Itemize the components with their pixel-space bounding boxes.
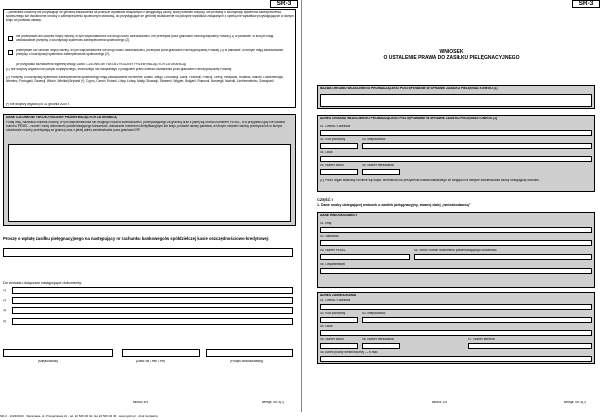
footnote-3: (*) nie dotyczy wyjazdu po 31 grudnia 2020 r. — [6, 103, 70, 106]
left-page — [0, 0, 298, 412]
org-flat-input[interactable] — [362, 169, 400, 175]
attachment-3-label: 3) — [3, 309, 6, 312]
part-1-subtitle: 1. Dane osoby ubiegającej wniosek o zasiłek pielęgnacyjny, zwanej dalej „wnioskodawcą” — [317, 203, 471, 207]
right-page-number: strona: 1/4 — [432, 401, 448, 404]
signature-sign-input[interactable] — [206, 349, 293, 357]
org-street-label: 04. Ulica — [320, 151, 333, 154]
org-house-input[interactable] — [320, 169, 358, 175]
attachment-4-label: 4) — [3, 320, 6, 323]
residence-label: ADRES ZAMIESZKANIA — [320, 294, 357, 297]
res-city-input[interactable] — [362, 317, 592, 323]
checkbox-abroad[interactable] — [8, 50, 13, 55]
checkbox-not-abroad[interactable] — [8, 36, 13, 41]
form-tag: SR-3 — [572, 0, 600, 8]
org-name-label: NAZWA ORGANU WŁAŚCIWEGO PROWADZĄCEGO POSTĘPOWANIE W SPRAWIE ZASIŁKU PIELĘGNACYJNEGO (1) — [320, 87, 498, 90]
res-phone-input[interactable] — [468, 343, 592, 349]
right-page-version: wersja: SR-3(7) — [564, 401, 587, 404]
form-title: WNIOSEK — [439, 49, 464, 55]
res-flat-input[interactable] — [362, 343, 400, 349]
attachment-1-label: 1) — [3, 289, 6, 292]
abroad-family-input[interactable] — [8, 144, 291, 222]
res-commune-input[interactable] — [320, 304, 592, 310]
org-name-section — [317, 85, 595, 109]
res-phone-label: 07. Numer telefonu — [468, 338, 496, 341]
applicant-section — [317, 212, 595, 288]
bank-account-input[interactable] — [3, 248, 293, 257]
id-document-input[interactable] — [414, 254, 592, 260]
form-subtitle: O USTALENIE PRAWA DO ZASIŁKU PIELĘGNACYJNEGO — [383, 55, 520, 61]
citizenship-input[interactable] — [320, 268, 592, 274]
abroad-note: (w przypadku zaznaczenia wypełnij sekcję DANE CZŁONKÓW TWOJEJ RODZINY PRZEBYWAJĄCYCH ZA GRANICĄ) — [16, 63, 187, 66]
left-page-number: strona: 4/4 — [133, 401, 149, 404]
signature-place-label: (Miejscowość) — [38, 360, 59, 363]
res-street-label: 04. Ulica — [320, 325, 333, 328]
id-document-label: 04. Seria i numer dokumentu potwierdzającego tożsamość — [414, 249, 497, 252]
res-flat-label: 06. Numer mieszkania — [362, 338, 394, 341]
citizenship-label: 05. Obywatelstwo — [320, 263, 346, 266]
org-commune-label: 01. Gmina / Dzielnica — [320, 125, 351, 128]
option-main-text: – pobierałeś rodzinny nie przysługuje ze gminnej świadczenia na pokrycie wydatków związanych z pielęgnacją osoby, której wniosek dotyczy, lub przepisy o koordynacji systemów zabezpieczenia społecznego lub dwustronne umowy o zabezpieczeniu społecznym stanowią, do przysługujące ze gminnej świadczenie na pokrycie wydatków związanych z opieką nie wydatków przysługujących w danym kraju od podstaw ustawy: — [6, 11, 294, 22]
attachments-title: Do wniosku dołączam następujące dokumenty: — [3, 281, 83, 285]
left-page-version: wersja: SR-3(7) — [262, 401, 285, 404]
footnote-1: (1) Nie dotyczy wyjazdu lub pobytu turystycznego, leczniczego lub związanego z podjęciem przez dziecko kształcenia poza granicami Rzeczypospolitej Polskiej. — [6, 68, 233, 71]
last-name-input[interactable] — [320, 240, 592, 246]
res-house-label: 05. Numer domu — [320, 338, 344, 341]
signature-date-label: (Data: dd / mm / rrrr) — [136, 360, 166, 363]
first-name-input[interactable] — [320, 227, 592, 233]
org-street-input[interactable] — [320, 156, 592, 162]
attachment-4-input[interactable] — [12, 318, 293, 325]
part-1-title: CZĘŚĆ I — [317, 197, 333, 202]
res-email-input[interactable] — [320, 356, 592, 362]
org-note: (1) Przez organ właściwy rozumie się wójta, burmistrza lub prezydenta miasta właściwego ze względu na miejsce zamieszkania osoby ubiegającej wniosek. — [320, 179, 540, 182]
form-tag: SR-3 — [270, 0, 298, 8]
org-city-input[interactable] — [362, 143, 592, 149]
attachment-1-input[interactable] — [12, 287, 293, 294]
res-street-input[interactable] — [320, 330, 592, 336]
org-name-input[interactable] — [320, 94, 592, 107]
res-house-input[interactable] — [320, 343, 358, 349]
abroad-family-title: DANE CZŁONKÓW TWOJEJ RODZINY PRZEBYWAJĄCYCH ZA GRANICĄ — [6, 116, 117, 119]
first-name-label: 01. Imię — [320, 222, 332, 225]
abroad-family-text: Podaj imię, nazwisko członka rodziny, w tym wspólmałżonka lub drugiego rodzica dziecka/dzieci, przebywającego za granicą oraz z jakiej się znowu numerem PESEL, a w przypadku gdy nie nadano numeru PESEL - numer i serię dokumentu potwierdzającego tożsamość, wskazanie numerem identyfikacyjnym lub kraju, podanie nazwy państwa, w którym członek rodziny przebywa lub w którym członkowie rodziny przebywają za granicą oraz z jakiej adres zamieszkania poza granicami RP. — [6, 121, 286, 132]
res-city-label: 03. Miejscowość — [362, 312, 386, 315]
right-page — [301, 0, 600, 412]
org-address-section — [317, 115, 595, 192]
eligibility-section — [3, 9, 296, 108]
org-postcode-label: 02. Kod pocztowy — [320, 138, 346, 141]
org-postcode-input[interactable] — [320, 143, 358, 149]
org-commune-input[interactable] — [320, 130, 592, 136]
residence-section — [317, 292, 595, 364]
org-flat-label: 06. Numer mieszkania — [362, 164, 394, 167]
res-postcode-input[interactable] — [320, 317, 358, 323]
attachment-2-input[interactable] — [12, 297, 293, 304]
print-footer: SR-3 · 1323/2020 · Warszawa, ul. Przejazdowa 21 · tel. 22 506 06 40, fax 22 506 06 45 · www.gofin.pl · druk bezpłatny — [0, 412, 600, 420]
abroad-family-section — [3, 114, 296, 226]
checkbox-abroad-label: przebywam lub członek mojej rodziny, w tym wspólmałżonek lub drugi rodzic dziecka/dzieci, przebywa poza granicami Rzeczypospolitej Polskiej (1) w państwie, w którym mają zastosowanie przepisy o koordynacji systemów zabezpieczenia społecznego (2). — [16, 49, 284, 56]
bank-account-title: Proszę o wpłatę zasiłku pielęgnacyjnego na następujący nr rachunku bankowego/w spółdzielczej kasie oszczędnościowo-kredytowej: — [3, 236, 270, 241]
org-address-label: ADRES ORGANU WŁAŚCIWEGO PROWADZĄCEGO POSTĘPOWANIE W SPRAWIE ZASIŁKU PIELĘGNACYJNEGO (1) — [320, 117, 498, 120]
org-city-label: 03. Miejscowość — [362, 138, 386, 141]
pesel-input[interactable] — [320, 254, 410, 260]
attachment-2-label: 2) — [3, 299, 6, 302]
signature-sign-label: (Podpis wnioskodawcy) — [230, 360, 264, 363]
res-email-label: 08. Adres poczty elektronicznej — e-mail — [320, 351, 378, 354]
signature-date-input[interactable] — [122, 349, 200, 357]
org-house-label: 05. Numer domu — [320, 164, 344, 167]
signature-place-input[interactable] — [3, 349, 113, 357]
res-commune-label: 01. Gmina / Dzielnica — [320, 299, 351, 302]
last-name-label: 02. Nazwisko — [320, 235, 339, 238]
pesel-label: 03. Numer PESEL — [320, 249, 347, 252]
footnote-2: (2) Przepisy o koordynacji systemów zabezpieczenia społecznego mają zastosowanie na terenie: Austrii, Belgii, Chorwacji, Danii, Finlandii, Francji, Grecji, Hiszpanii, Holandii, Irlandii, Luksemburga, Niemiec, Portugalii, Szwecji, Włoch, Wielkiej Brytanii (*), Cypru, Czech, Estonii, Litwy, Łotwy, Malty, Słowacji, Słowenii, Węgier, Bułgarii, Rumunii, Norwegii, Islandii, Liechtensteinu, Szwajcarii. — [6, 76, 284, 83]
attachment-3-input[interactable] — [12, 307, 293, 314]
applicant-label: DANE WNIOSKODAWCY — [320, 214, 358, 217]
res-postcode-label: 02. Kod pocztowy — [320, 312, 346, 315]
checkbox-not-abroad-label: nie przebywam ani członek mojej rodziny, w tym wspólmałżonek lub drugi rodzic dziecka/dzieci, nie przebywa poza granicami Rzeczypospolitej Polskiej (1) w państwie, w którym mają zastosowanie przepisy o koordynacji systemów zabezpieczenia społecznego (2). — [16, 35, 274, 42]
